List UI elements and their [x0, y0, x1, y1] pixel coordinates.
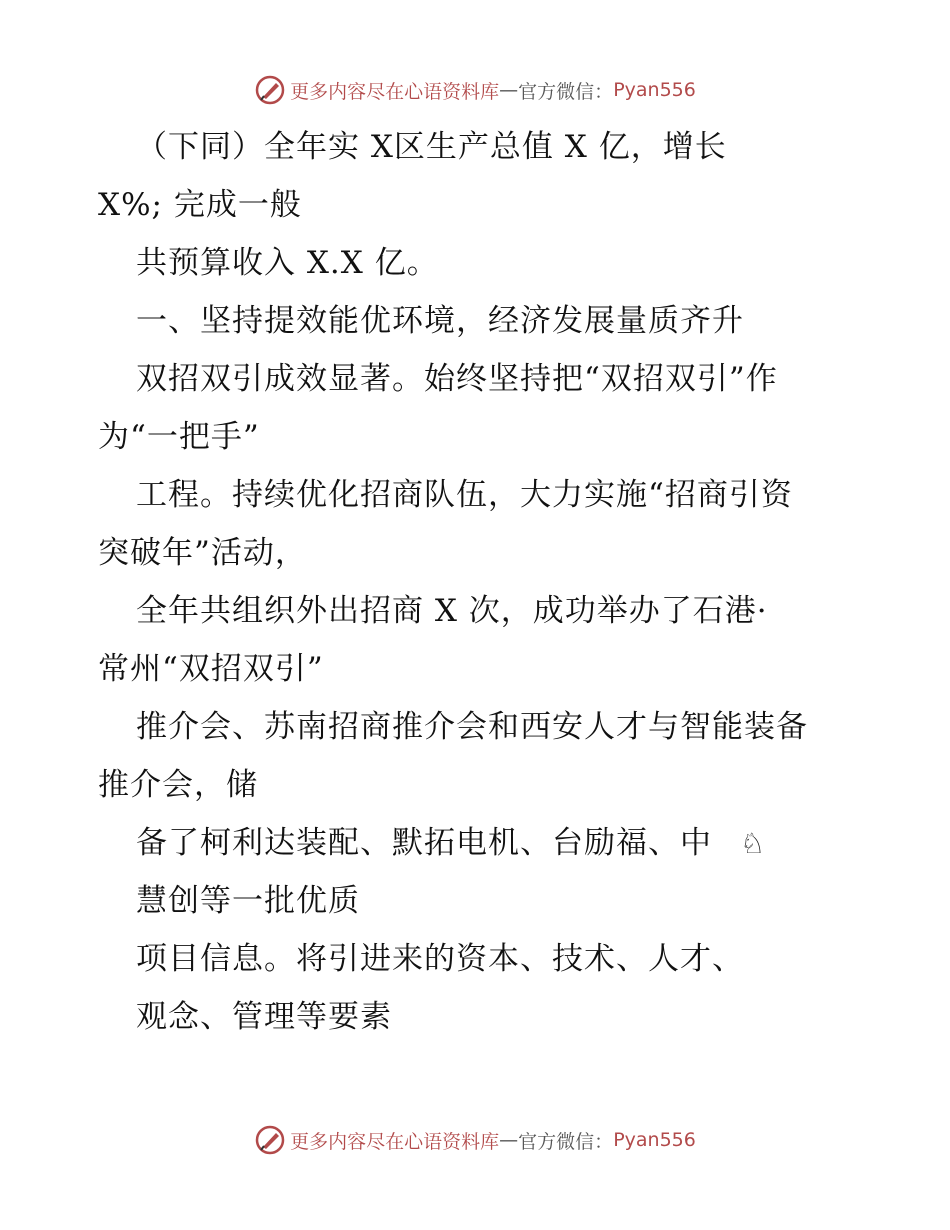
text-line: （下同）全年实 X区生产总值 X 亿，增长: [136, 129, 727, 165]
text-line: 常州“双招双引”: [98, 651, 324, 687]
section-heading: 一、坚持提效能优环境，经济发展量质齐升: [136, 303, 744, 339]
paragraph-3: [98, 292, 858, 350]
paragraph-7: [98, 698, 858, 814]
quill-pen-logo-icon: [254, 1124, 286, 1156]
watermark-separator: —: [499, 79, 519, 101]
text-line: X%; 完成一般: [98, 187, 302, 223]
text-line: 为“一把手”: [98, 419, 260, 455]
text-line-with-glyph: [98, 814, 858, 872]
paragraph-1: [98, 118, 858, 234]
text-line: 突破年”活动，: [98, 535, 307, 571]
text-line: 推介会，储: [98, 767, 258, 803]
watermark-separator: —: [499, 1129, 519, 1151]
watermark-wechat-id: Pyan556: [613, 1129, 696, 1151]
text-line: 全年共组织外出招商 X 次，成功举办了石港·: [136, 593, 768, 629]
chess-knight-icon: ♘: [740, 827, 767, 860]
paragraph-5: [98, 466, 858, 582]
watermark-wechat-id: Pyan556: [613, 79, 696, 101]
text-line: 工程。持续优化招商队伍，大力实施“招商引资: [136, 477, 793, 513]
text-line: 备了柯利达装配、默拓电机、台励福、中: [136, 825, 712, 861]
watermark-text: 更多内容尽在心语资料库: [290, 80, 500, 103]
watermark-wechat-label: 官方微信：: [518, 1130, 614, 1153]
header-watermark: [0, 70, 950, 110]
text-line: 观念、管理等要素: [136, 999, 392, 1035]
quill-pen-logo-icon: [254, 74, 286, 106]
paragraph-4: [98, 350, 858, 466]
watermark-wechat-label: 官方微信：: [518, 80, 614, 103]
footer-watermark: [0, 1120, 950, 1160]
paragraph-8: [98, 814, 858, 930]
paragraph-2: [98, 234, 858, 292]
paragraph-6: [98, 582, 858, 698]
text-line: 双招双引成效显著。始终坚持把“双招双引”作: [136, 361, 778, 397]
text-line: 项目信息。将引进来的资本、技术、人才、: [136, 941, 744, 977]
watermark-text: 更多内容尽在心语资料库: [290, 1130, 500, 1153]
text-line: 推介会、苏南招商推介会和西安人才与智能装备: [136, 709, 808, 745]
paragraph-9: [98, 930, 858, 1046]
document-body: [98, 118, 858, 1046]
text-line: 共预算收入 X.X 亿。: [136, 245, 439, 281]
text-line: 慧创等一批优质: [136, 883, 360, 919]
